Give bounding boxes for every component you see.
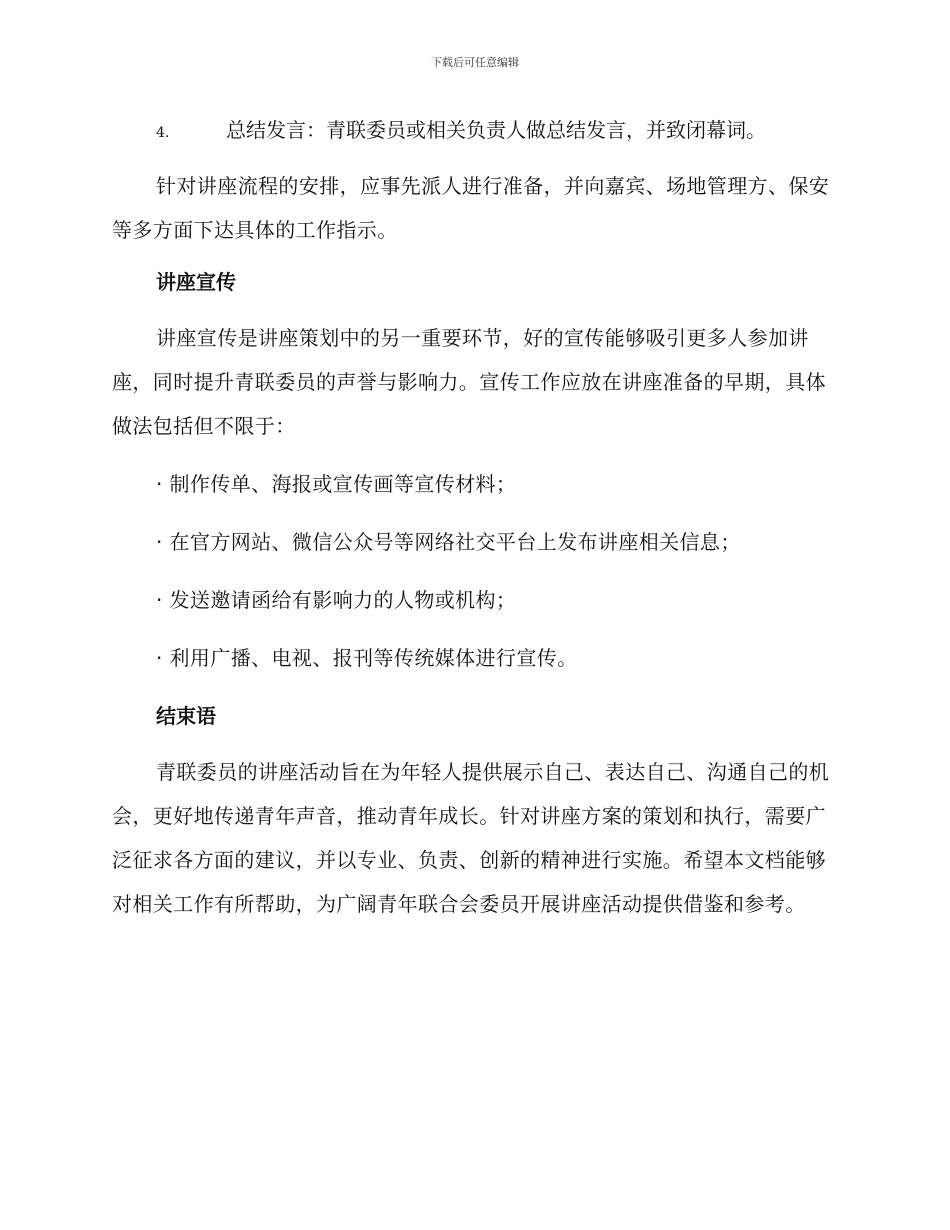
list-item: · 在官方网站、微信公众号等网络社交平台上发布讲座相关信息； bbox=[156, 530, 741, 554]
paragraph-publicity-intro: 讲座宣传是讲座策划中的另一重要环节，好的宣传能够吸引更多人参加讲座，同时提升青联委员的声誉与影响力。宣传工作应放在讲座准备的早期，具体做法包括但不限于： bbox=[112, 326, 826, 438]
section-heading-conclusion: 结束语 bbox=[156, 704, 216, 728]
list-item: · 发送邀请函给有影响力的人物或机构； bbox=[156, 588, 517, 612]
paragraph-conclusion: 青联委员的讲座活动旨在为年轻人提供展示自己、表达自己、沟通自己的机会，更好地传递青年声音，推动青年成长。针对讲座方案的策划和执行，需要广泛征求各方面的建议，并以专业、负责、创新的精神进行实施。希望本文档能够对相关工作有所帮助，为广阔青年联合会委员开展讲座活动提供借鉴和参考。 bbox=[112, 760, 830, 916]
item-number: 4. bbox=[156, 125, 170, 141]
numbered-item bbox=[156, 112, 834, 148]
item-text: 总结发言：青联委员或相关负责人做总结发言，并致闭幕词。 bbox=[226, 118, 766, 142]
page-header: 下载后可任意编辑 bbox=[431, 56, 519, 69]
paragraph-arrangement: 针对讲座流程的安排，应事先派人进行准备，并向嘉宾、场地管理方、保安等多方面下达具体的工作指示。 bbox=[112, 174, 830, 242]
section-heading-publicity: 讲座宣传 bbox=[156, 270, 236, 294]
list-item: · 制作传单、海报或宣传画等宣传材料； bbox=[156, 472, 517, 496]
document-body bbox=[112, 112, 834, 926]
list-item: · 利用广播、电视、报刊等传统媒体进行宣传。 bbox=[156, 646, 578, 670]
